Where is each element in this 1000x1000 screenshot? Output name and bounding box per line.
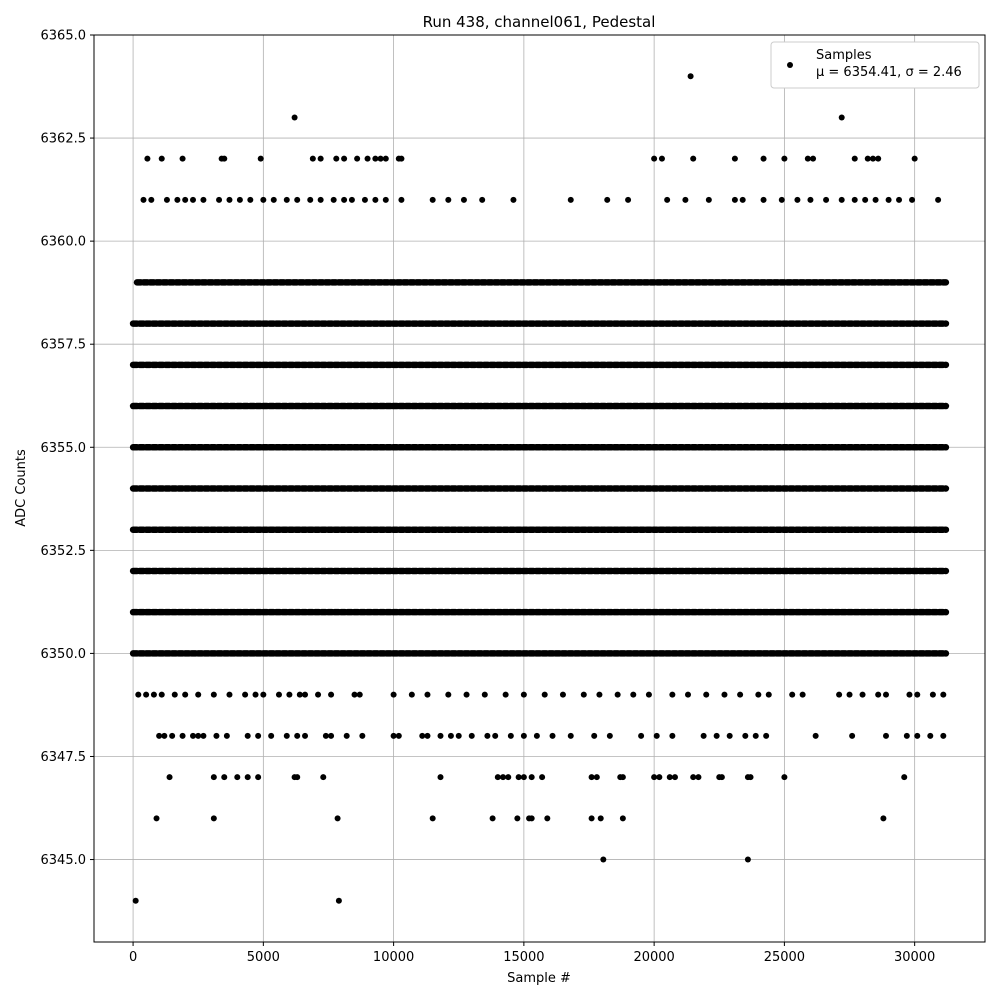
y-tick-label: 6355.0: [40, 440, 86, 456]
data-point: [409, 692, 415, 698]
data-point: [904, 733, 910, 739]
data-point: [294, 197, 300, 203]
data-point: [484, 733, 490, 739]
data-point: [247, 197, 253, 203]
data-point: [521, 692, 527, 698]
data-point: [669, 733, 675, 739]
data-point: [292, 114, 298, 120]
data-point: [221, 156, 227, 162]
data-point: [211, 774, 217, 780]
data-point: [302, 692, 308, 698]
data-point: [935, 197, 941, 203]
y-tick-label: 6350.0: [40, 646, 86, 662]
data-point: [510, 197, 516, 203]
data-point: [213, 733, 219, 739]
data-point: [539, 774, 545, 780]
data-point: [706, 197, 712, 203]
data-point: [141, 197, 147, 203]
data-point: [591, 733, 597, 739]
data-point: [594, 774, 600, 780]
data-point: [354, 156, 360, 162]
data-point: [914, 692, 920, 698]
data-point: [714, 733, 720, 739]
data-point: [172, 692, 178, 698]
data-point: [703, 692, 709, 698]
data-point: [221, 774, 227, 780]
y-tick-label: 6362.5: [40, 131, 86, 147]
data-point: [589, 815, 595, 821]
data-point: [685, 692, 691, 698]
data-point: [550, 733, 556, 739]
data-point: [745, 857, 751, 863]
data-point: [721, 692, 727, 698]
data-point: [156, 733, 162, 739]
data-point: [503, 692, 509, 698]
data-point: [672, 774, 678, 780]
x-tick-label: 30000: [893, 950, 936, 965]
data-point: [372, 156, 378, 162]
data-point: [284, 197, 290, 203]
data-point: [255, 774, 261, 780]
data-point: [695, 774, 701, 780]
data-point: [391, 692, 397, 698]
data-point: [906, 692, 912, 698]
data-point: [852, 156, 858, 162]
data-point: [836, 692, 842, 698]
data-point: [742, 733, 748, 739]
data-point: [424, 692, 430, 698]
data-point: [901, 774, 907, 780]
data-point: [654, 733, 660, 739]
data-point: [508, 733, 514, 739]
data-point: [813, 733, 819, 739]
data-point: [865, 156, 871, 162]
x-tick-label: 10000: [372, 950, 415, 965]
data-point: [226, 692, 232, 698]
data-point: [294, 774, 300, 780]
data-point: [297, 692, 303, 698]
data-point: [341, 197, 347, 203]
data-point: [271, 197, 277, 203]
data-point: [398, 156, 404, 162]
data-point: [195, 733, 201, 739]
data-point: [362, 197, 368, 203]
y-tick-label: 6352.5: [40, 543, 86, 559]
y-axis-label: ADC Counts: [14, 449, 29, 527]
data-point: [200, 733, 206, 739]
data-point: [310, 156, 316, 162]
data-point: [398, 197, 404, 203]
data-point: [224, 733, 230, 739]
data-point: [391, 733, 397, 739]
data-point: [464, 692, 470, 698]
data-point: [748, 774, 754, 780]
data-point: [779, 197, 785, 203]
data-point: [568, 733, 574, 739]
data-point: [740, 197, 746, 203]
y-tick-label: 6357.5: [40, 337, 86, 353]
data-point: [341, 156, 347, 162]
data-point: [378, 156, 384, 162]
data-point: [940, 692, 946, 698]
data-point: [148, 197, 154, 203]
data-point: [514, 815, 520, 821]
data-point: [352, 692, 358, 698]
data-point: [258, 156, 264, 162]
data-point: [284, 733, 290, 739]
data-point: [880, 815, 886, 821]
data-point: [620, 815, 626, 821]
data-point: [875, 156, 881, 162]
legend-label: Samples: [816, 48, 872, 63]
data-point: [260, 197, 266, 203]
data-point: [200, 197, 206, 203]
x-tick-label: 5000: [246, 950, 280, 965]
data-point: [886, 197, 892, 203]
data-point: [607, 733, 613, 739]
data-point: [159, 692, 165, 698]
data-point: [161, 733, 167, 739]
data-point: [182, 692, 188, 698]
data-point: [294, 733, 300, 739]
data-point: [781, 156, 787, 162]
data-point: [315, 692, 321, 698]
data-point: [133, 898, 139, 904]
data-point: [761, 197, 767, 203]
x-tick-label: 20000: [633, 950, 675, 965]
data-point: [847, 692, 853, 698]
data-point: [860, 692, 866, 698]
data-point: [430, 815, 436, 821]
data-point: [286, 692, 292, 698]
data-point: [753, 733, 759, 739]
data-point: [646, 692, 652, 698]
data-point: [260, 692, 266, 698]
y-tick-label: 6365.0: [40, 28, 86, 44]
data-point: [909, 197, 915, 203]
data-point: [781, 774, 787, 780]
data-point: [245, 774, 251, 780]
data-point: [226, 197, 232, 203]
x-axis-label: Sample #: [507, 971, 571, 986]
x-tick-label: 25000: [763, 950, 806, 965]
data-point: [667, 774, 673, 780]
data-point: [237, 197, 243, 203]
data-point: [333, 156, 339, 162]
data-point: [430, 197, 436, 203]
data-point: [656, 774, 662, 780]
data-point: [500, 774, 506, 780]
data-point: [424, 733, 430, 739]
data-point: [169, 733, 175, 739]
data-point: [190, 733, 196, 739]
data-point: [495, 774, 501, 780]
data-point: [596, 692, 602, 698]
data-point: [505, 774, 511, 780]
data-point: [883, 733, 889, 739]
data-point: [589, 774, 595, 780]
data-point: [180, 733, 186, 739]
data-point: [615, 692, 621, 698]
data-point: [211, 815, 217, 821]
data-point: [490, 815, 496, 821]
data-point: [870, 156, 876, 162]
data-point: [234, 774, 240, 780]
data-point: [516, 774, 522, 780]
data-point: [154, 815, 160, 821]
data-point: [839, 114, 845, 120]
data-point: [174, 197, 180, 203]
data-point: [883, 692, 889, 698]
data-point: [914, 733, 920, 739]
legend-stats: μ = 6354.41, σ = 2.46: [816, 65, 962, 80]
data-point: [598, 815, 604, 821]
data-point: [135, 692, 141, 698]
data-point: [492, 733, 498, 739]
data-point: [328, 692, 334, 698]
data-point: [456, 733, 462, 739]
data-point: [873, 197, 879, 203]
data-point: [732, 197, 738, 203]
data-point: [862, 197, 868, 203]
data-point: [849, 733, 855, 739]
data-point: [719, 774, 725, 780]
data-point: [180, 156, 186, 162]
data-point: [419, 733, 425, 739]
data-point: [320, 774, 326, 780]
data-point: [482, 692, 488, 698]
data-point: [302, 733, 308, 739]
data-point: [336, 898, 342, 904]
data-point: [544, 815, 550, 821]
data-point: [763, 733, 769, 739]
data-point: [600, 857, 606, 863]
data-point: [701, 733, 707, 739]
data-point: [461, 197, 467, 203]
y-tick-label: 6347.5: [40, 749, 86, 765]
data-point: [448, 733, 454, 739]
data-point: [190, 197, 196, 203]
data-point: [688, 73, 694, 79]
y-tick-label: 6360.0: [40, 234, 86, 250]
legend: [771, 42, 979, 88]
x-tick-label: 0: [128, 950, 138, 965]
data-point: [766, 692, 772, 698]
data-point: [357, 692, 363, 698]
data-point: [318, 197, 324, 203]
x-tick-label: 15000: [503, 950, 545, 965]
data-point: [630, 692, 636, 698]
data-point: [912, 156, 918, 162]
data-point: [810, 156, 816, 162]
data-point: [927, 733, 933, 739]
data-point: [396, 733, 402, 739]
data-point: [807, 197, 813, 203]
data-point: [732, 156, 738, 162]
chart-title: Run 438, channel061, Pedestal: [422, 13, 656, 31]
data-point: [755, 692, 761, 698]
data-point: [469, 733, 475, 739]
data-point: [521, 733, 527, 739]
data-point: [560, 692, 566, 698]
data-point: [669, 692, 675, 698]
data-point: [151, 692, 157, 698]
data-point: [542, 692, 548, 698]
data-point: [164, 197, 170, 203]
data-point: [604, 197, 610, 203]
data-point: [344, 733, 350, 739]
data-point: [805, 156, 811, 162]
data-point: [529, 815, 535, 821]
data-point: [268, 733, 274, 739]
data-point: [651, 156, 657, 162]
data-point: [651, 774, 657, 780]
data-point: [318, 156, 324, 162]
data-point: [159, 156, 165, 162]
data-point: [529, 774, 535, 780]
data-point: [479, 197, 485, 203]
data-point: [789, 692, 795, 698]
legend-marker: [787, 62, 793, 68]
data-point: [365, 156, 371, 162]
data-point: [521, 774, 527, 780]
data-point: [800, 692, 806, 698]
data-point: [383, 156, 389, 162]
data-point: [620, 774, 626, 780]
data-point: [896, 197, 902, 203]
data-point: [276, 692, 282, 698]
data-point: [625, 197, 631, 203]
data-point: [242, 692, 248, 698]
data-point: [438, 774, 444, 780]
data-point: [167, 774, 173, 780]
data-point: [349, 197, 355, 203]
data-point: [839, 197, 845, 203]
data-point: [682, 197, 688, 203]
data-point: [534, 733, 540, 739]
data-point: [581, 692, 587, 698]
data-point: [445, 197, 451, 203]
data-point: [331, 197, 337, 203]
data-point: [182, 197, 188, 203]
data-point: [930, 692, 936, 698]
data-point: [445, 692, 451, 698]
data-point: [216, 197, 222, 203]
data-point: [794, 197, 800, 203]
data-point: [438, 733, 444, 739]
data-point: [335, 815, 341, 821]
data-point: [727, 733, 733, 739]
data-point: [761, 156, 767, 162]
data-point: [144, 156, 150, 162]
data-point: [245, 733, 251, 739]
data-point: [143, 692, 149, 698]
data-point: [328, 733, 334, 739]
data-point: [383, 197, 389, 203]
data-point: [659, 156, 665, 162]
data-point: [253, 692, 259, 698]
data-point: [690, 774, 696, 780]
data-point: [568, 197, 574, 203]
y-tick-label: 6345.0: [40, 853, 86, 869]
data-point: [211, 692, 217, 698]
data-point: [664, 197, 670, 203]
data-point: [323, 733, 329, 739]
data-point: [852, 197, 858, 203]
data-point: [638, 733, 644, 739]
data-point: [690, 156, 696, 162]
data-point: [359, 733, 365, 739]
data-point: [195, 692, 201, 698]
data-point: [875, 692, 881, 698]
data-point: [940, 733, 946, 739]
data-point: [255, 733, 261, 739]
data-point: [372, 197, 378, 203]
data-point: [307, 197, 313, 203]
data-point: [737, 692, 743, 698]
data-point: [823, 197, 829, 203]
